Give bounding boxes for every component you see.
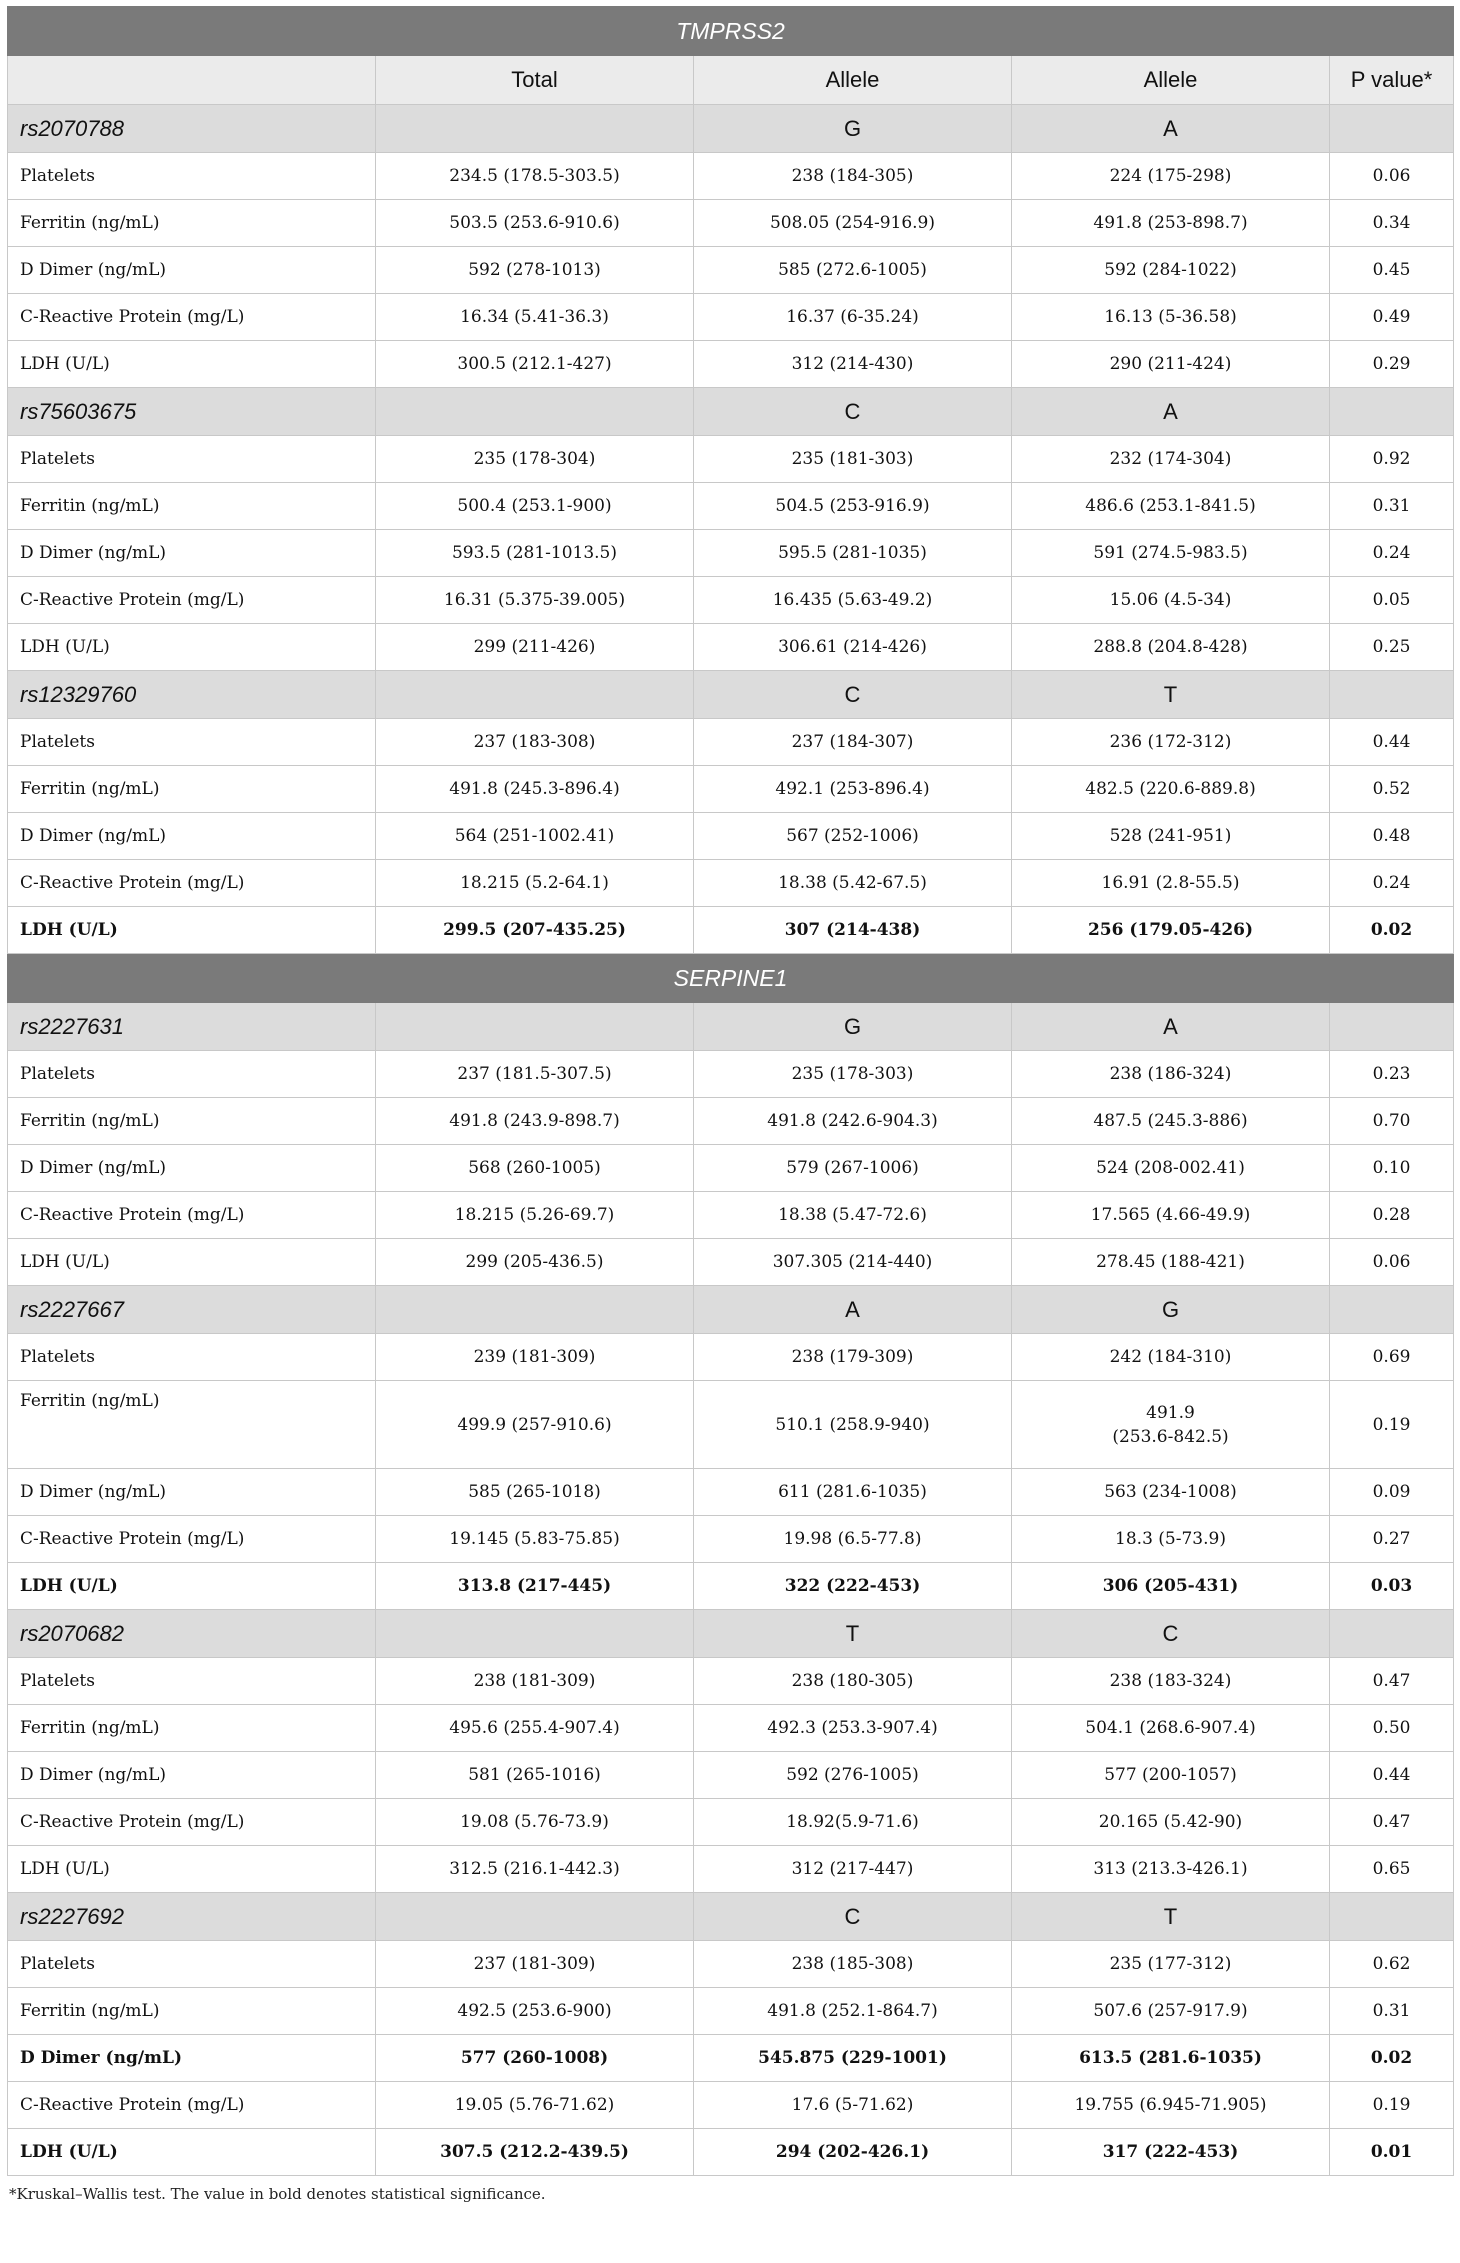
table-row [8, 1192, 1454, 1239]
snp-id: rs75603675 [8, 388, 376, 436]
snp-total-blank [376, 1893, 694, 1941]
allele-1-value: 238 (185-308) [694, 1941, 1012, 1988]
total-value: 491.8 (245.3-896.4) [376, 766, 694, 813]
p-value: 0.03 [1330, 1563, 1454, 1610]
total-value: 19.05 (5.76-71.62) [376, 2082, 694, 2129]
table-row [8, 200, 1454, 247]
total-value: 237 (181.5-307.5) [376, 1051, 694, 1098]
p-value: 0.23 [1330, 1051, 1454, 1098]
table-row [8, 1239, 1454, 1286]
allele-1-value: 16.37 (6-35.24) [694, 294, 1012, 341]
table-row [8, 1334, 1454, 1381]
allele-2-value: 591 (274.5-983.5) [1012, 530, 1330, 577]
allele-2-value: 317 (222-453) [1012, 2129, 1330, 2176]
row-label: C-Reactive Protein (mg/L) [8, 2082, 376, 2129]
p-value: 0.19 [1330, 2082, 1454, 2129]
allele-1-value: 312 (217-447) [694, 1846, 1012, 1893]
table-row [8, 813, 1454, 860]
snp-allele-2: T [1012, 1893, 1330, 1941]
table-row [8, 2129, 1454, 2176]
p-value: 0.70 [1330, 1098, 1454, 1145]
snp-header-row [8, 1893, 1454, 1941]
snp-id: rs2070788 [8, 105, 376, 153]
p-value: 0.24 [1330, 530, 1454, 577]
snp-header-row [8, 388, 1454, 436]
p-value: 0.65 [1330, 1846, 1454, 1893]
snp-id: rs2070682 [8, 1610, 376, 1658]
snp-id: rs2227692 [8, 1893, 376, 1941]
row-label: C-Reactive Protein (mg/L) [8, 577, 376, 624]
snp-p-blank [1330, 1893, 1454, 1941]
total-value: 499.9 (257-910.6) [376, 1381, 694, 1469]
p-value: 0.10 [1330, 1145, 1454, 1192]
p-value: 0.09 [1330, 1469, 1454, 1516]
table-row [8, 1705, 1454, 1752]
table-row [8, 1988, 1454, 2035]
snp-header-row [8, 1610, 1454, 1658]
total-value: 307.5 (212.2-439.5) [376, 2129, 694, 2176]
allele-1-value: 491.8 (242.6-904.3) [694, 1098, 1012, 1145]
allele-2-value: 507.6 (257-917.9) [1012, 1988, 1330, 2035]
allele-1-value: 235 (178-303) [694, 1051, 1012, 1098]
allele-1-value: 611 (281.6-1035) [694, 1469, 1012, 1516]
row-label: Platelets [8, 153, 376, 200]
column-header: P value* [1330, 56, 1454, 105]
row-label: C-Reactive Protein (mg/L) [8, 860, 376, 907]
allele-2-value-line: 491.9 [1146, 1402, 1195, 1423]
snp-id: rs12329760 [8, 671, 376, 719]
allele-1-value: 18.92(5.9-71.6) [694, 1799, 1012, 1846]
allele-1-value: 585 (272.6-1005) [694, 247, 1012, 294]
column-header-row [8, 56, 1454, 105]
gene-header-row [8, 7, 1454, 56]
row-label: Platelets [8, 1051, 376, 1098]
row-label: C-Reactive Protein (mg/L) [8, 1516, 376, 1563]
snp-p-blank [1330, 388, 1454, 436]
p-value: 0.06 [1330, 153, 1454, 200]
allele-2-value: 232 (174-304) [1012, 436, 1330, 483]
table-row [8, 1846, 1454, 1893]
allele-2-value: 18.3 (5-73.9) [1012, 1516, 1330, 1563]
row-label: LDH (U/L) [8, 341, 376, 388]
total-value: 237 (181-309) [376, 1941, 694, 1988]
gene-name: SERPINE1 [8, 954, 1454, 1003]
p-value: 0.27 [1330, 1516, 1454, 1563]
row-label: LDH (U/L) [8, 907, 376, 954]
allele-2-value: 504.1 (268.6-907.4) [1012, 1705, 1330, 1752]
snp-allele-2: T [1012, 671, 1330, 719]
snp-allele-2: A [1012, 388, 1330, 436]
table-row [8, 1145, 1454, 1192]
allele-2-value: 256 (179.05-426) [1012, 907, 1330, 954]
allele-1-value: 18.38 (5.47-72.6) [694, 1192, 1012, 1239]
allele-1-value: 238 (179-309) [694, 1334, 1012, 1381]
p-value: 0.24 [1330, 860, 1454, 907]
allele-2-value: 290 (211-424) [1012, 341, 1330, 388]
p-value: 0.34 [1330, 200, 1454, 247]
total-value: 19.08 (5.76-73.9) [376, 1799, 694, 1846]
allele-2-value: 238 (183-324) [1012, 1658, 1330, 1705]
results-table-body [8, 7, 1454, 2176]
snp-id: rs2227631 [8, 1003, 376, 1051]
table-row [8, 1381, 1454, 1469]
row-label: Ferritin (ng/mL) [8, 483, 376, 530]
allele-2-value: 313 (213.3-426.1) [1012, 1846, 1330, 1893]
row-label: Ferritin (ng/mL) [8, 1098, 376, 1145]
row-label: C-Reactive Protein (mg/L) [8, 294, 376, 341]
row-label: Ferritin (ng/mL) [8, 766, 376, 813]
allele-1-value: 306.61 (214-426) [694, 624, 1012, 671]
table-row [8, 624, 1454, 671]
snp-allele-2: A [1012, 1003, 1330, 1051]
total-value: 568 (260-1005) [376, 1145, 694, 1192]
table-row [8, 436, 1454, 483]
column-header: Total [376, 56, 694, 105]
total-value: 585 (265-1018) [376, 1469, 694, 1516]
column-header: Allele [694, 56, 1012, 105]
allele-2-value: 235 (177-312) [1012, 1941, 1330, 1988]
total-value: 299 (211-426) [376, 624, 694, 671]
total-value: 299.5 (207-435.25) [376, 907, 694, 954]
p-value: 0.49 [1330, 294, 1454, 341]
results-table [7, 6, 1454, 2176]
total-value: 19.145 (5.83-75.85) [376, 1516, 694, 1563]
allele-2-value: 224 (175-298) [1012, 153, 1330, 200]
allele-1-value: 510.1 (258.9-940) [694, 1381, 1012, 1469]
snp-total-blank [376, 1003, 694, 1051]
table-row [8, 1563, 1454, 1610]
allele-2-value: 613.5 (281.6-1035) [1012, 2035, 1330, 2082]
row-label: D Dimer (ng/mL) [8, 2035, 376, 2082]
total-value: 593.5 (281-1013.5) [376, 530, 694, 577]
allele-1-value: 508.05 (254-916.9) [694, 200, 1012, 247]
gene-name: TMPRSS2 [8, 7, 1454, 56]
p-value: 0.44 [1330, 1752, 1454, 1799]
table-row [8, 1469, 1454, 1516]
table-row [8, 907, 1454, 954]
snp-total-blank [376, 105, 694, 153]
total-value: 313.8 (217-445) [376, 1563, 694, 1610]
allele-1-value: 504.5 (253-916.9) [694, 483, 1012, 530]
table-row [8, 530, 1454, 577]
allele-1-value: 545.875 (229-1001) [694, 2035, 1012, 2082]
row-label: D Dimer (ng/mL) [8, 1145, 376, 1192]
total-value: 492.5 (253.6-900) [376, 1988, 694, 2035]
allele-2-value: 15.06 (4.5-34) [1012, 577, 1330, 624]
total-value: 299 (205-436.5) [376, 1239, 694, 1286]
snp-header-row [8, 105, 1454, 153]
allele-2-value: 592 (284-1022) [1012, 247, 1330, 294]
p-value: 0.29 [1330, 341, 1454, 388]
snp-total-blank [376, 1286, 694, 1334]
p-value: 0.45 [1330, 247, 1454, 294]
snp-p-blank [1330, 105, 1454, 153]
allele-2-value: 563 (234-1008) [1012, 1469, 1330, 1516]
row-label: C-Reactive Protein (mg/L) [8, 1192, 376, 1239]
allele-2-value: 528 (241-951) [1012, 813, 1330, 860]
table-row [8, 1941, 1454, 1988]
snp-allele-2: A [1012, 105, 1330, 153]
allele-2-value: 288.8 (204.8-428) [1012, 624, 1330, 671]
allele-2-value: 524 (208-002.41) [1012, 1145, 1330, 1192]
allele-1-value: 491.8 (252.1-864.7) [694, 1988, 1012, 2035]
row-label: Platelets [8, 1658, 376, 1705]
row-label: LDH (U/L) [8, 1846, 376, 1893]
row-label: D Dimer (ng/mL) [8, 813, 376, 860]
table-row [8, 766, 1454, 813]
p-value: 0.69 [1330, 1334, 1454, 1381]
row-label: LDH (U/L) [8, 2129, 376, 2176]
row-label: C-Reactive Protein (mg/L) [8, 1799, 376, 1846]
row-label: Ferritin (ng/mL) [8, 1381, 376, 1469]
table-row [8, 1752, 1454, 1799]
table-row [8, 860, 1454, 907]
row-label: LDH (U/L) [8, 1239, 376, 1286]
table-row [8, 1658, 1454, 1705]
total-value: 18.215 (5.26-69.7) [376, 1192, 694, 1239]
p-value: 0.01 [1330, 2129, 1454, 2176]
total-value: 239 (181-309) [376, 1334, 694, 1381]
row-label: Platelets [8, 719, 376, 766]
table-row [8, 577, 1454, 624]
row-label: D Dimer (ng/mL) [8, 1752, 376, 1799]
allele-1-value: 567 (252-1006) [694, 813, 1012, 860]
allele-1-value: 307.305 (214-440) [694, 1239, 1012, 1286]
total-value: 564 (251-1002.41) [376, 813, 694, 860]
snp-header-row [8, 671, 1454, 719]
snp-total-blank [376, 1610, 694, 1658]
total-value: 592 (278-1013) [376, 247, 694, 294]
table-row [8, 294, 1454, 341]
allele-1-value: 235 (181-303) [694, 436, 1012, 483]
row-label: LDH (U/L) [8, 1563, 376, 1610]
snp-p-blank [1330, 1003, 1454, 1051]
table-row [8, 483, 1454, 530]
allele-1-value: 307 (214-438) [694, 907, 1012, 954]
total-value: 16.31 (5.375-39.005) [376, 577, 694, 624]
allele-1-value: 18.38 (5.42-67.5) [694, 860, 1012, 907]
total-value: 500.4 (253.1-900) [376, 483, 694, 530]
snp-header-row [8, 1003, 1454, 1051]
snp-p-blank [1330, 1610, 1454, 1658]
table-row [8, 341, 1454, 388]
allele-1-value: 237 (184-307) [694, 719, 1012, 766]
snp-allele-1: A [694, 1286, 1012, 1334]
total-value: 503.5 (253.6-910.6) [376, 200, 694, 247]
table-footnote: *Kruskal–Wallis test. The value in bold denotes statistical significance. [9, 2185, 546, 2203]
snp-allele-1: C [694, 388, 1012, 436]
table-row [8, 247, 1454, 294]
allele-2-value: 491.8 (253-898.7) [1012, 200, 1330, 247]
row-label: D Dimer (ng/mL) [8, 1469, 376, 1516]
total-value: 234.5 (178.5-303.5) [376, 153, 694, 200]
allele-2-value: 487.5 (245.3-886) [1012, 1098, 1330, 1145]
allele-2-value: 242 (184-310) [1012, 1334, 1330, 1381]
snp-total-blank [376, 388, 694, 436]
table-row [8, 1051, 1454, 1098]
total-value: 16.34 (5.41-36.3) [376, 294, 694, 341]
p-value: 0.92 [1330, 436, 1454, 483]
table-row [8, 2082, 1454, 2129]
row-label: D Dimer (ng/mL) [8, 247, 376, 294]
total-value: 312.5 (216.1-442.3) [376, 1846, 694, 1893]
p-value: 0.62 [1330, 1941, 1454, 1988]
table-row [8, 153, 1454, 200]
allele-1-value: 595.5 (281-1035) [694, 530, 1012, 577]
allele-2-value: 19.755 (6.945-71.905) [1012, 2082, 1330, 2129]
snp-allele-1: C [694, 1893, 1012, 1941]
p-value: 0.31 [1330, 1988, 1454, 2035]
p-value: 0.05 [1330, 577, 1454, 624]
p-value: 0.47 [1330, 1658, 1454, 1705]
p-value: 0.06 [1330, 1239, 1454, 1286]
allele-2-value: 17.565 (4.66-49.9) [1012, 1192, 1330, 1239]
row-label: Platelets [8, 1334, 376, 1381]
p-value: 0.02 [1330, 2035, 1454, 2082]
p-value: 0.19 [1330, 1381, 1454, 1469]
column-header [8, 56, 376, 105]
allele-2-value: 16.91 (2.8-55.5) [1012, 860, 1330, 907]
allele-2-value: 486.6 (253.1-841.5) [1012, 483, 1330, 530]
total-value: 18.215 (5.2-64.1) [376, 860, 694, 907]
snp-allele-1: T [694, 1610, 1012, 1658]
row-label: Platelets [8, 1941, 376, 1988]
table-row [8, 2035, 1454, 2082]
snp-allele-1: G [694, 105, 1012, 153]
table-row [8, 719, 1454, 766]
p-value: 0.48 [1330, 813, 1454, 860]
snp-allele-1: C [694, 671, 1012, 719]
allele-1-value: 294 (202-426.1) [694, 2129, 1012, 2176]
total-value: 491.8 (243.9-898.7) [376, 1098, 694, 1145]
allele-2-value: 236 (172-312) [1012, 719, 1330, 766]
p-value: 0.28 [1330, 1192, 1454, 1239]
allele-1-value: 492.1 (253-896.4) [694, 766, 1012, 813]
allele-2-value: 278.45 (188-421) [1012, 1239, 1330, 1286]
p-value: 0.25 [1330, 624, 1454, 671]
allele-1-value: 238 (180-305) [694, 1658, 1012, 1705]
allele-1-value: 492.3 (253.3-907.4) [694, 1705, 1012, 1752]
allele-1-value: 322 (222-453) [694, 1563, 1012, 1610]
total-value: 235 (178-304) [376, 436, 694, 483]
snp-allele-2: G [1012, 1286, 1330, 1334]
column-header: Allele [1012, 56, 1330, 105]
p-value: 0.50 [1330, 1705, 1454, 1752]
allele-1-value: 238 (184-305) [694, 153, 1012, 200]
allele-2-value: 482.5 (220.6-889.8) [1012, 766, 1330, 813]
allele-1-value: 579 (267-1006) [694, 1145, 1012, 1192]
p-value: 0.02 [1330, 907, 1454, 954]
row-label: Ferritin (ng/mL) [8, 200, 376, 247]
snp-allele-1: G [694, 1003, 1012, 1051]
total-value: 495.6 (255.4-907.4) [376, 1705, 694, 1752]
snp-p-blank [1330, 1286, 1454, 1334]
p-value: 0.47 [1330, 1799, 1454, 1846]
snp-header-row [8, 1286, 1454, 1334]
snp-total-blank [376, 671, 694, 719]
snp-allele-2: C [1012, 1610, 1330, 1658]
row-label: Ferritin (ng/mL) [8, 1705, 376, 1752]
total-value: 577 (260-1008) [376, 2035, 694, 2082]
allele-2-value: 238 (186-324) [1012, 1051, 1330, 1098]
allele-2-value: 16.13 (5-36.58) [1012, 294, 1330, 341]
table-row [8, 1516, 1454, 1563]
allele-2-value [1012, 1381, 1330, 1469]
allele-1-value: 16.435 (5.63-49.2) [694, 577, 1012, 624]
allele-2-value: 306 (205-431) [1012, 1563, 1330, 1610]
p-value: 0.31 [1330, 483, 1454, 530]
allele-2-value: 577 (200-1057) [1012, 1752, 1330, 1799]
snp-id: rs2227667 [8, 1286, 376, 1334]
table-row [8, 1098, 1454, 1145]
allele-1-value: 312 (214-430) [694, 341, 1012, 388]
allele-1-value: 19.98 (6.5-77.8) [694, 1516, 1012, 1563]
allele-1-value: 17.6 (5-71.62) [694, 2082, 1012, 2129]
row-label: LDH (U/L) [8, 624, 376, 671]
row-label: Ferritin (ng/mL) [8, 1988, 376, 2035]
allele-1-value: 592 (276-1005) [694, 1752, 1012, 1799]
allele-2-value-line: (253.6-842.5) [1112, 1426, 1229, 1447]
p-value: 0.52 [1330, 766, 1454, 813]
total-value: 300.5 (212.1-427) [376, 341, 694, 388]
snp-p-blank [1330, 671, 1454, 719]
total-value: 581 (265-1016) [376, 1752, 694, 1799]
row-label: Platelets [8, 436, 376, 483]
allele-2-value: 20.165 (5.42-90) [1012, 1799, 1330, 1846]
total-value: 238 (181-309) [376, 1658, 694, 1705]
p-value: 0.44 [1330, 719, 1454, 766]
table-row [8, 1799, 1454, 1846]
gene-header-row [8, 954, 1454, 1003]
row-label: D Dimer (ng/mL) [8, 530, 376, 577]
total-value: 237 (183-308) [376, 719, 694, 766]
